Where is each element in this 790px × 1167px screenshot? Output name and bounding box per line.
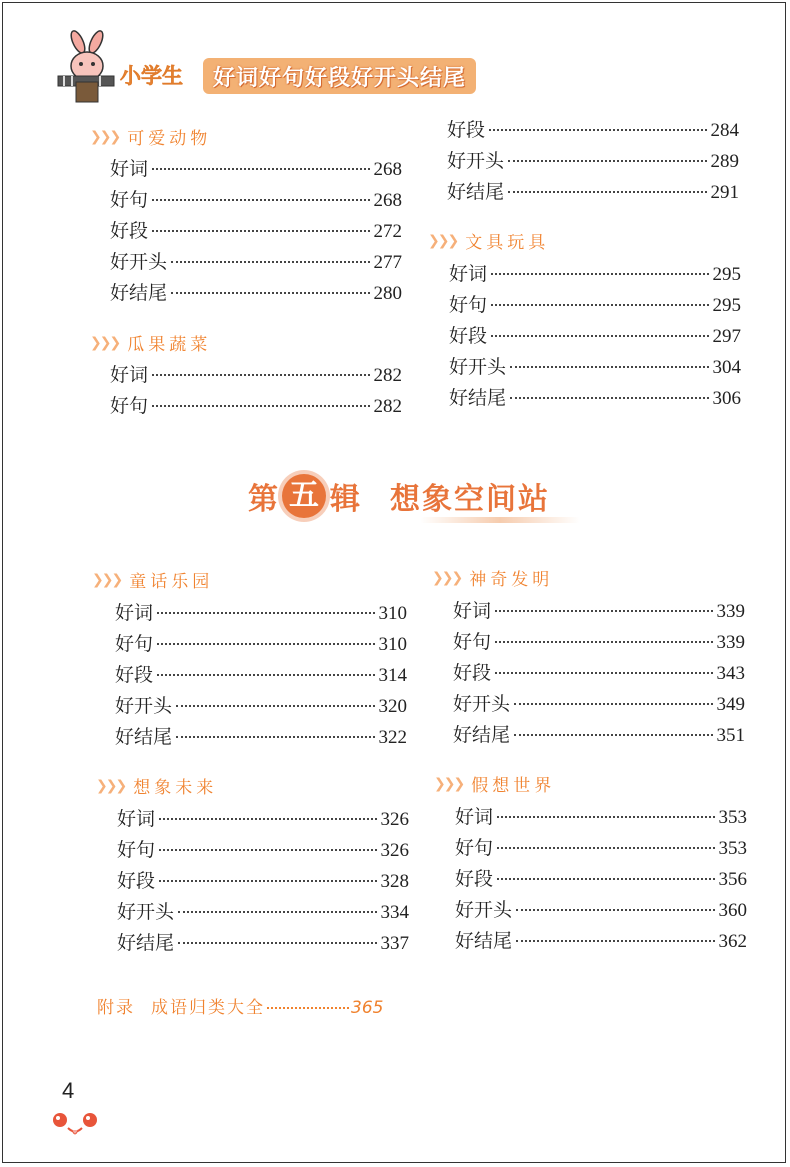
toc-entry-label: 好段 bbox=[453, 662, 492, 684]
toc-entry[interactable] bbox=[453, 720, 745, 746]
chapter-heading bbox=[248, 474, 550, 518]
triple-chevron-right-icon: ❯❯❯ bbox=[428, 232, 458, 249]
dot-leader bbox=[497, 847, 714, 849]
dot-leader bbox=[497, 878, 714, 880]
toc-entry-page: 328 bbox=[380, 871, 409, 892]
toc-entry-page: 295 bbox=[712, 295, 741, 316]
chapter-subtitle: 想象空间站 bbox=[390, 482, 550, 517]
toc-entry[interactable] bbox=[110, 278, 402, 304]
toc-entry[interactable] bbox=[110, 185, 402, 211]
header-banner-title: 好词好句好段好开头结尾 bbox=[213, 65, 467, 91]
dot-leader bbox=[514, 734, 712, 736]
section-heading bbox=[428, 228, 549, 253]
toc-entry[interactable] bbox=[115, 722, 407, 748]
section-title: 神奇发明 bbox=[469, 570, 554, 590]
toc-entry-page: 334 bbox=[380, 902, 409, 923]
toc-entry-label: 好开头 bbox=[455, 899, 513, 921]
section-heading bbox=[432, 565, 553, 590]
triple-chevron-right-icon: ❯❯❯ bbox=[90, 128, 120, 145]
toc-entry-label: 好开头 bbox=[453, 693, 511, 715]
toc-entry[interactable] bbox=[117, 804, 409, 830]
dot-leader bbox=[152, 374, 369, 376]
toc-entry[interactable] bbox=[453, 627, 745, 653]
section-title: 童话乐园 bbox=[129, 572, 214, 592]
toc-entry[interactable] bbox=[110, 216, 402, 242]
toc-entry-page: 353 bbox=[718, 838, 747, 859]
toc-entry-page: 268 bbox=[373, 159, 402, 180]
toc-entry-label: 好句 bbox=[115, 633, 154, 655]
dot-leader bbox=[152, 199, 369, 201]
toc-entry-page: 282 bbox=[373, 365, 402, 386]
toc-entry-label: 好开头 bbox=[115, 695, 173, 717]
dot-leader bbox=[157, 612, 374, 614]
toc-entry-label: 好结尾 bbox=[117, 932, 175, 954]
toc-entry-page: 353 bbox=[718, 807, 747, 828]
toc-entry[interactable] bbox=[115, 598, 407, 624]
dot-leader bbox=[495, 641, 712, 643]
toc-entry[interactable] bbox=[117, 835, 409, 861]
dot-leader bbox=[171, 261, 369, 263]
page-number: 4 bbox=[62, 1078, 75, 1103]
dot-leader bbox=[508, 191, 706, 193]
toc-entry-page: 268 bbox=[373, 190, 402, 211]
toc-entry-page: 349 bbox=[716, 694, 745, 715]
cute-face-icon bbox=[48, 1108, 104, 1140]
section-heading bbox=[90, 330, 211, 355]
triple-chevron-right-icon: ❯❯❯ bbox=[90, 334, 120, 351]
toc-entry-page: 337 bbox=[380, 933, 409, 954]
toc-entry-label: 好词 bbox=[449, 263, 488, 285]
header-small-title: 小学生 bbox=[120, 64, 183, 88]
dot-leader bbox=[152, 230, 369, 232]
toc-entry-page: 356 bbox=[718, 869, 747, 890]
toc-entry[interactable] bbox=[447, 177, 739, 203]
appendix-entry[interactable] bbox=[97, 993, 383, 1018]
dot-leader bbox=[516, 940, 714, 942]
toc-entry-label: 好结尾 bbox=[447, 181, 505, 203]
dot-leader bbox=[267, 1007, 349, 1009]
toc-entry-label: 好段 bbox=[447, 119, 486, 141]
toc-entry[interactable] bbox=[115, 629, 407, 655]
chapter-prefix: 第 bbox=[248, 482, 278, 517]
toc-entry-label: 好词 bbox=[110, 158, 149, 180]
toc-entry-label: 好段 bbox=[117, 870, 156, 892]
dot-leader bbox=[178, 911, 376, 913]
dot-leader bbox=[495, 610, 712, 612]
toc-entry[interactable] bbox=[453, 658, 745, 684]
toc-entry-label: 好结尾 bbox=[110, 282, 168, 304]
toc-entry-label: 好词 bbox=[453, 600, 492, 622]
section-title: 文具玩具 bbox=[465, 233, 550, 253]
toc-entry-page: 284 bbox=[710, 120, 739, 141]
chapter-suffix: 辑 bbox=[330, 482, 360, 517]
toc-entry[interactable] bbox=[449, 259, 741, 285]
section-heading bbox=[434, 771, 555, 796]
toc-entry[interactable] bbox=[117, 897, 409, 923]
dot-leader bbox=[157, 643, 374, 645]
dot-leader bbox=[176, 736, 374, 738]
toc-entry-page: 306 bbox=[712, 388, 741, 409]
dot-leader bbox=[514, 703, 712, 705]
triple-chevron-right-icon: ❯❯❯ bbox=[434, 775, 464, 792]
toc-entry-page: 304 bbox=[712, 357, 741, 378]
section-heading bbox=[96, 773, 217, 798]
toc-entry-label: 好结尾 bbox=[453, 724, 511, 746]
dot-leader bbox=[159, 880, 376, 882]
toc-entry[interactable] bbox=[447, 146, 739, 172]
toc-entry[interactable] bbox=[449, 290, 741, 316]
dot-leader bbox=[516, 909, 714, 911]
toc-entry-label: 好句 bbox=[110, 395, 149, 417]
dot-leader bbox=[491, 335, 708, 337]
toc-entry-label: 好段 bbox=[455, 868, 494, 890]
appendix-title: 成语归类大全 bbox=[151, 998, 265, 1018]
toc-entry-page: 314 bbox=[378, 665, 407, 686]
toc-entry[interactable] bbox=[455, 802, 747, 828]
toc-entry[interactable] bbox=[455, 864, 747, 890]
dot-leader bbox=[495, 672, 712, 674]
bunny-mascot-icon bbox=[50, 30, 120, 105]
toc-entry[interactable] bbox=[115, 660, 407, 686]
section-title: 假想世界 bbox=[471, 776, 556, 796]
toc-entry[interactable] bbox=[110, 391, 402, 417]
section-title: 可爱动物 bbox=[127, 129, 212, 149]
toc-entry[interactable] bbox=[117, 928, 409, 954]
toc-entry[interactable] bbox=[117, 866, 409, 892]
header-banner bbox=[203, 58, 476, 94]
dot-leader bbox=[178, 942, 376, 944]
dot-leader bbox=[491, 273, 708, 275]
toc-entry-label: 好词 bbox=[117, 808, 156, 830]
toc-entry[interactable] bbox=[110, 360, 402, 386]
toc-entry[interactable] bbox=[455, 895, 747, 921]
toc-entry-label: 好句 bbox=[117, 839, 156, 861]
toc-entry-label: 好句 bbox=[453, 631, 492, 653]
toc-entry[interactable] bbox=[115, 691, 407, 717]
toc-entry-label: 好结尾 bbox=[449, 387, 507, 409]
toc-entry-label: 好结尾 bbox=[115, 726, 173, 748]
toc-entry-label: 好句 bbox=[455, 837, 494, 859]
toc-entry-label: 好开头 bbox=[447, 150, 505, 172]
dot-leader bbox=[171, 292, 369, 294]
toc-entry[interactable] bbox=[449, 383, 741, 409]
toc-entry[interactable] bbox=[110, 154, 402, 180]
toc-entry[interactable] bbox=[455, 833, 747, 859]
toc-entry[interactable] bbox=[449, 321, 741, 347]
toc-entry-page: 343 bbox=[716, 663, 745, 684]
appendix-page: 365 bbox=[351, 998, 384, 1018]
toc-entry-label: 好词 bbox=[110, 364, 149, 386]
toc-entry-label: 好句 bbox=[449, 294, 488, 316]
toc-entry-page: 362 bbox=[718, 931, 747, 952]
triple-chevron-right-icon: ❯❯❯ bbox=[432, 569, 462, 586]
toc-entry-page: 326 bbox=[380, 809, 409, 830]
toc-entry-label: 好句 bbox=[110, 189, 149, 211]
toc-entry-page: 310 bbox=[378, 634, 407, 655]
toc-entry-page: 291 bbox=[710, 182, 739, 203]
toc-entry[interactable] bbox=[447, 115, 739, 141]
section-heading bbox=[92, 567, 213, 592]
section-title: 想象未来 bbox=[133, 778, 218, 798]
dot-leader bbox=[176, 705, 374, 707]
toc-entry-label: 好段 bbox=[449, 325, 488, 347]
section-heading bbox=[90, 124, 211, 149]
appendix-label: 附录 bbox=[97, 998, 135, 1018]
toc-entry-label: 好段 bbox=[115, 664, 154, 686]
toc-entry-page: 297 bbox=[712, 326, 741, 347]
section-title: 瓜果蔬菜 bbox=[127, 335, 212, 355]
toc-entry[interactable] bbox=[453, 689, 745, 715]
toc-entry-page: 339 bbox=[716, 601, 745, 622]
toc-entry-label: 好结尾 bbox=[455, 930, 513, 952]
toc-entry[interactable] bbox=[449, 352, 741, 378]
dot-leader bbox=[489, 129, 706, 131]
toc-entry-page: 326 bbox=[380, 840, 409, 861]
triple-chevron-right-icon: ❯❯❯ bbox=[92, 571, 122, 588]
toc-entry-label: 好开头 bbox=[110, 251, 168, 273]
toc-entry-page: 280 bbox=[373, 283, 402, 304]
toc-entry[interactable] bbox=[110, 247, 402, 273]
toc-entry-page: 320 bbox=[378, 696, 407, 717]
triple-chevron-right-icon: ❯❯❯ bbox=[96, 777, 126, 794]
toc-entry-page: 282 bbox=[373, 396, 402, 417]
chapter-number-badge: 五 bbox=[282, 474, 326, 518]
dot-leader bbox=[491, 304, 708, 306]
toc-entry-page: 277 bbox=[373, 252, 402, 273]
dot-leader bbox=[510, 397, 708, 399]
toc-entry-label: 好词 bbox=[455, 806, 494, 828]
toc-entry-page: 295 bbox=[712, 264, 741, 285]
toc-entry-page: 289 bbox=[710, 151, 739, 172]
chapter-underline bbox=[420, 517, 580, 523]
dot-leader bbox=[159, 818, 376, 820]
dot-leader bbox=[152, 168, 369, 170]
toc-entry-label: 好段 bbox=[110, 220, 149, 242]
dot-leader bbox=[159, 849, 376, 851]
dot-leader bbox=[152, 405, 369, 407]
toc-entry-label: 好开头 bbox=[449, 356, 507, 378]
dot-leader bbox=[157, 674, 374, 676]
toc-entry-page: 360 bbox=[718, 900, 747, 921]
toc-entry-label: 好开头 bbox=[117, 901, 175, 923]
toc-entry[interactable] bbox=[455, 926, 747, 952]
dot-leader bbox=[510, 366, 708, 368]
toc-entry-page: 351 bbox=[716, 725, 745, 746]
toc-entry-page: 272 bbox=[373, 221, 402, 242]
toc-entry-page: 322 bbox=[378, 727, 407, 748]
toc-entry[interactable] bbox=[453, 596, 745, 622]
dot-leader bbox=[508, 160, 706, 162]
dot-leader bbox=[497, 816, 714, 818]
toc-entry-page: 310 bbox=[378, 603, 407, 624]
toc-entry-label: 好词 bbox=[115, 602, 154, 624]
toc-entry-page: 339 bbox=[716, 632, 745, 653]
